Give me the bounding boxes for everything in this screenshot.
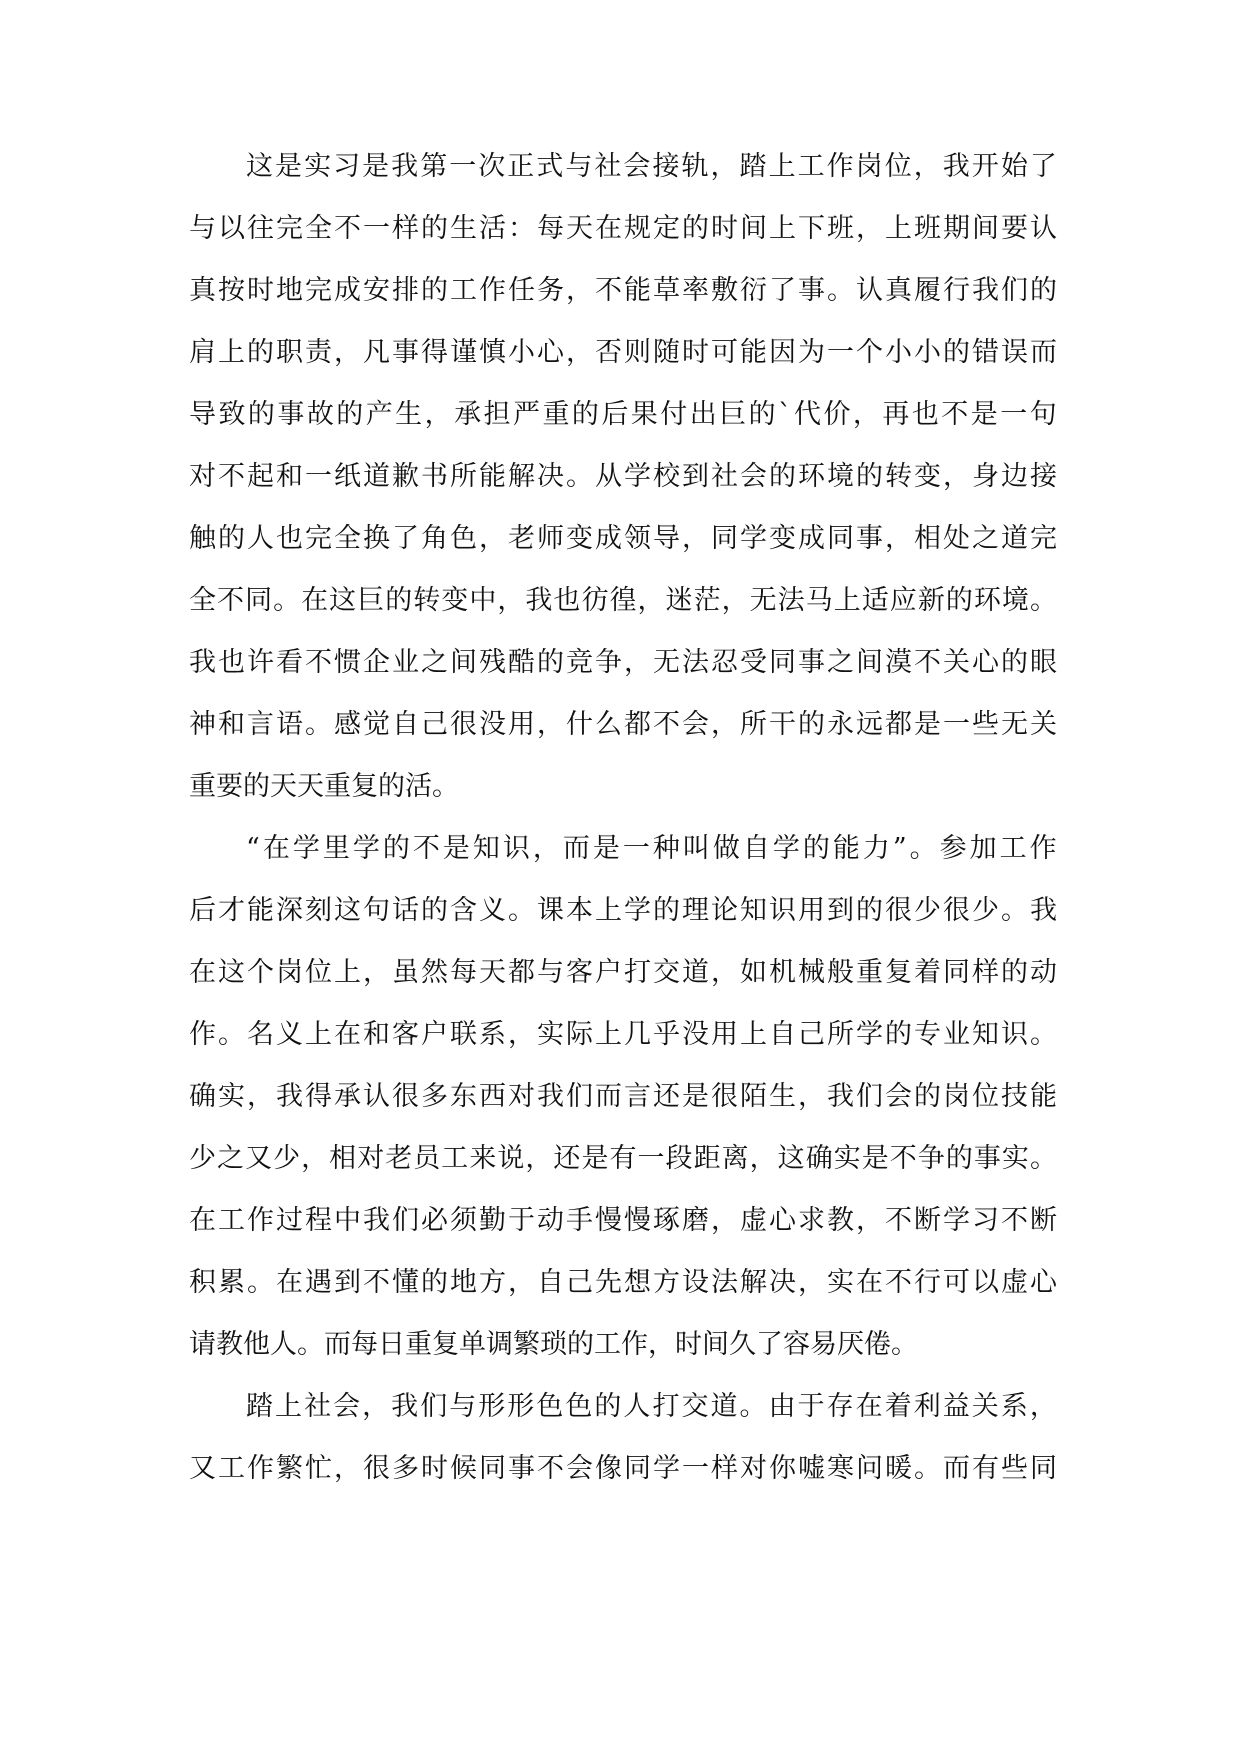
- paragraph-2-line-6: 少 之 又 少 ， 相 对 老 员 工 来 说 ， 还 是 有 一 段 距 离 ， 这 确 实 是 不 争 的 事 实 。: [189, 1143, 1057, 1174]
- paragraph-1-line-8: 全 不 同 。 在 这 巨 的 转 变 中 ， 我 也 彷 徨 ， 迷 茫 ， 无 法 马 上 适 应 新 的 环 境 。: [189, 585, 1057, 616]
- paragraph-1-line-3: 真 按 时 地 完 成 安 排 的 工 作 任 务 ， 不 能 草 率 敷 衍 了 事 。 认 真 履 行 我 们 的: [189, 275, 1057, 306]
- paragraph-2-line-1: “ 在 学 里 学 的 不 是 知 识 ， 而 是 一 种 叫 做 自 学 的 能 力 ” 。 参 加 工 作: [246, 833, 1057, 864]
- paragraph-1-line-4: 肩 上 的 职 责 ， 凡 事 得 谨 慎 小 心 ， 否 则 随 时 可 能 因 为 一 个 小 小 的 错 误 而: [189, 337, 1057, 368]
- paragraph-2-line-4: 作 。 名 义 上 在 和 客 户 联 系 ， 实 际 上 几 乎 没 用 上 自 己 所 学 的 专 业 知 识 。: [189, 1019, 1057, 1050]
- paragraph-3-line-2: 又 工 作 繁 忙 ， 很 多 时 候 同 事 不 会 像 同 学 一 样 对 你 嘘 寒 问 暖 。 而 有 些 同: [189, 1453, 1057, 1484]
- paragraph-2-line-5: 确 实 ， 我 得 承 认 很 多 东 西 对 我 们 而 言 还 是 很 陌 生 ， 我 们 会 的 岗 位 技 能: [189, 1081, 1057, 1112]
- paragraph-1-line-1: 这 是 实 习 是 我 第 一 次 正 式 与 社 会 接 轨 ， 踏 上 工 作 岗 位 ， 我 开 始 了: [246, 151, 1057, 182]
- paragraph-2-line-7: 在 工 作 过 程 中 我 们 必 须 勤 于 动 手 慢 慢 琢 磨 ， 虚 心 求 教 ， 不 断 学 习 不 断: [189, 1205, 1057, 1236]
- paragraph-1-line-11: 重要的天天重复的活。: [189, 771, 459, 802]
- paragraph-1-line-10: 神 和 言 语 。 感 觉 自 己 很 没 用 ， 什 么 都 不 会 ， 所 干 的 永 远 都 是 一 些 无 关: [189, 709, 1057, 740]
- paragraph-2-line-3: 在 这 个 岗 位 上 ， 虽 然 每 天 都 与 客 户 打 交 道 ， 如 机 械 般 重 复 着 同 样 的 动: [189, 957, 1057, 988]
- paragraph-1-line-2: 与 以 往 完 全 不 一 样 的 生 活 ： 每 天 在 规 定 的 时 间 上 下 班 ， 上 班 期 间 要 认: [189, 213, 1057, 244]
- paragraph-1-line-7: 触 的 人 也 完 全 换 了 角 色 ， 老 师 变 成 领 导 ， 同 学 变 成 同 事 ， 相 处 之 道 完: [189, 523, 1057, 554]
- paragraph-1-line-9: 我 也 许 看 不 惯 企 业 之 间 残 酷 的 竞 争 ， 无 法 忍 受 同 事 之 间 漠 不 关 心 的 眼: [189, 647, 1057, 678]
- paragraph-2-line-2: 后 才 能 深 刻 这 句 话 的 含 义 。 课 本 上 学 的 理 论 知 识 用 到 的 很 少 很 少 。 我: [189, 895, 1057, 926]
- paragraph-2-line-9: 请教他人。而每日重复单调繁琐的工作，时间久了容易厌倦。: [189, 1329, 918, 1360]
- paragraph-3-line-1: 踏 上 社 会 ， 我 们 与 形 形 色 色 的 人 打 交 道 。 由 于 存 在 着 利 益 关 系 ，: [246, 1391, 1057, 1422]
- paragraph-2-line-8: 积 累 。 在 遇 到 不 懂 的 地 方 ， 自 己 先 想 方 设 法 解 决 ， 实 在 不 行 可 以 虚 心: [189, 1267, 1057, 1298]
- paragraph-1-line-6: 对 不 起 和 一 纸 道 歉 书 所 能 解 决 。 从 学 校 到 社 会 的 环 境 的 转 变 ， 身 边 接: [189, 461, 1057, 492]
- paragraph-1-line-5: 导 致 的 事 故 的 产 生 ， 承 担 严 重 的 后 果 付 出 巨 的 ` 代 价 ， 再 也 不 是 一 句: [189, 399, 1057, 430]
